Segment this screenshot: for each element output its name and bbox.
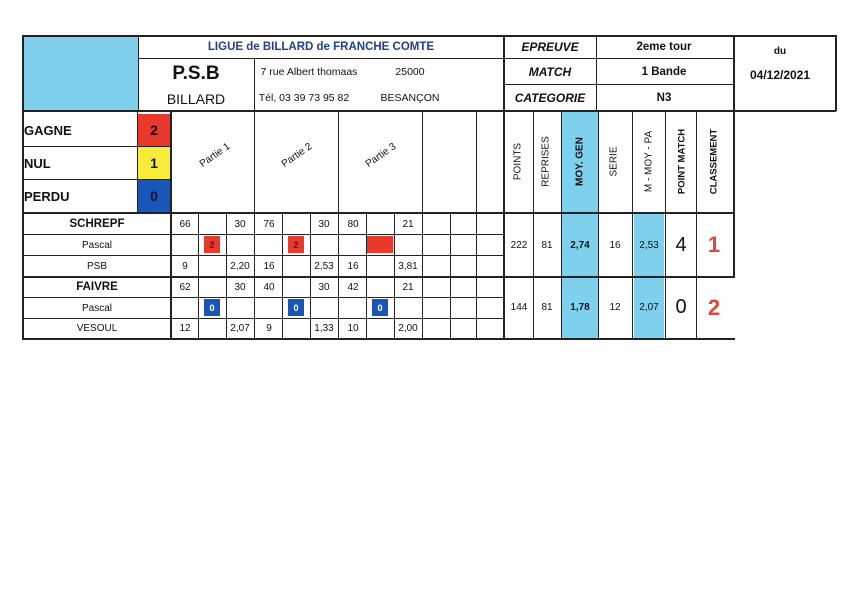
p2-total-points: 144 (510, 302, 528, 313)
p2-partie1-reprises: 30 (234, 281, 246, 293)
league-title: LIGUE de BILLARD de FRANCHE COMTE (207, 41, 435, 53)
point-match-header: POINT MATCH (676, 128, 688, 195)
p1-m-moy-pa: 2,53 (634, 214, 664, 276)
p1-partie2-reprises: 30 (318, 218, 330, 230)
categorie-label: CATEGORIE (514, 91, 586, 105)
classement-header: CLASSEMENT (708, 128, 720, 195)
p1-total-points: 222 (510, 239, 528, 251)
p1-classement: 1 (707, 232, 721, 257)
p1-partie3-moyenne: 3,81 (398, 260, 418, 272)
match-value: 1 Bande (641, 66, 687, 78)
match-label: MATCH (528, 65, 572, 79)
p1-moy-gen: 2,74 (562, 214, 598, 276)
p2-total-reprises: 81 (541, 302, 553, 313)
player1-name: SCHREPF (69, 218, 125, 230)
club-name: BILLARD (166, 91, 226, 107)
p1-partie1-reprises: 30 (234, 218, 246, 230)
perdu-value: 0 (138, 180, 170, 212)
p2-partie1-moyenne: 2,07 (230, 322, 250, 334)
partie1-header: Partie 1 (197, 141, 233, 170)
du-label: du (773, 45, 787, 57)
p1-point-match: 4 (675, 233, 687, 256)
nul-value: 1 (138, 147, 170, 179)
categorie-value: N3 (656, 92, 672, 104)
player2-club: VESOUL (76, 322, 118, 334)
p2-partie2-moyenne: 1,33 (314, 322, 334, 334)
club-phone: Tél, 03 39 73 95 82 (258, 92, 350, 104)
perdu-label: PERDU (24, 188, 70, 204)
p2-partie3-serie: 10 (347, 322, 359, 334)
p1-partie2-result: 2 (288, 236, 304, 253)
club-postcode: 25000 (395, 66, 425, 78)
p1-partie2-points: 76 (263, 218, 275, 230)
p2-partie2-result: 0 (288, 299, 304, 316)
p2-partie2-points: 40 (263, 281, 275, 293)
epreuve-value: 2eme tour (636, 41, 692, 53)
club-code: P.S.B (172, 63, 220, 84)
p1-total-reprises: 81 (541, 239, 553, 251)
p2-partie3-moyenne: 2,00 (398, 322, 418, 334)
p2-partie3-points: 42 (347, 281, 359, 293)
club-city: BESANÇON (380, 92, 440, 104)
p1-partie1-serie: 9 (182, 260, 188, 272)
p2-partie1-points: 62 (179, 281, 191, 293)
p2-partie3-reprises: 21 (402, 281, 414, 293)
p1-partie1-moyenne: 2,20 (230, 260, 250, 272)
partie3-header: Partie 3 (363, 141, 399, 170)
partie2-header: Partie 2 (279, 141, 315, 170)
p2-m-moy-pa: 2,07 (634, 277, 664, 338)
p1-partie1-points: 66 (179, 218, 191, 230)
player1-club: PSB (86, 260, 107, 272)
p1-partie3-reprises: 21 (402, 218, 414, 230)
p2-serie: 12 (609, 302, 621, 313)
match-date: 04/12/2021 (749, 68, 811, 82)
club-address: 7 rue Albert thomaas (260, 66, 358, 78)
gagne-value: 2 (138, 114, 170, 146)
gagne-label: GAGNE (24, 122, 72, 138)
serie-header: SERIE (608, 146, 620, 177)
p1-partie2-serie: 16 (263, 260, 275, 272)
p1-partie3-serie: 16 (347, 260, 359, 272)
moy-gen-header: MOY. GEN (574, 137, 586, 186)
player1-first-name: Pascal (81, 239, 112, 251)
m-moy-pa-header: M - MOY - PA (643, 130, 655, 193)
p2-partie3-result: 0 (372, 299, 388, 316)
player2-name: FAIVRE (76, 281, 118, 293)
epreuve-label: EPREUVE (521, 40, 579, 54)
p1-partie3-result (367, 236, 393, 253)
p2-partie2-reprises: 30 (318, 281, 330, 293)
player2-first-name: Pascal (81, 302, 112, 314)
p1-partie1-result: 2 (204, 236, 220, 253)
p2-partie1-serie: 12 (179, 322, 191, 334)
p2-partie2-serie: 9 (266, 322, 272, 334)
points-header: POINTS (512, 142, 524, 181)
nul-label: NUL (24, 155, 51, 171)
p2-moy-gen: 1,78 (562, 277, 598, 338)
p1-partie2-moyenne: 2,53 (314, 260, 334, 272)
reprises-header: REPRISES (540, 136, 552, 187)
p2-partie1-result: 0 (204, 299, 220, 316)
header-logo-box (22, 36, 138, 111)
p1-serie: 16 (609, 239, 621, 251)
p2-classement: 2 (707, 294, 721, 320)
p2-point-match: 0 (675, 296, 687, 318)
p1-partie3-points: 80 (347, 218, 359, 230)
